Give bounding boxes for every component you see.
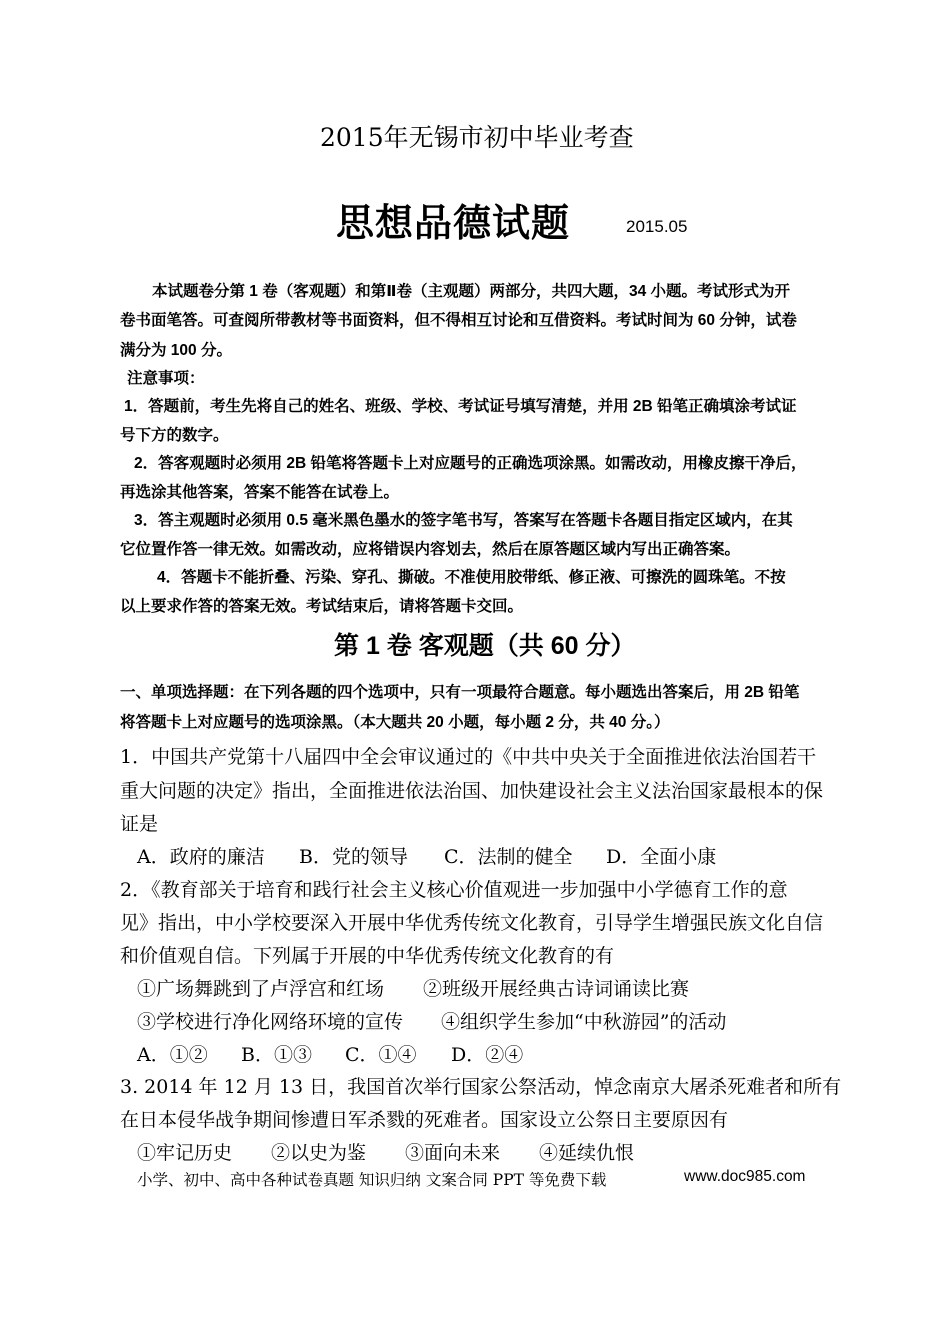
note-line: 再选涂其他答案，答案不能答在试卷上。: [120, 484, 400, 501]
question-line: 在日本侵华战争期间惨遭日军杀戮的死难者。国家设立公祭日主要原因有: [120, 1109, 729, 1131]
question-line: 1．中国共产党第十八届四中全会审议通过的《中共中央关于全面推进依法治国若干: [120, 746, 817, 768]
statement-item: ③学校进行净化网络环境的宣传: [137, 1011, 404, 1033]
note-line: 以上要求作答的答案无效。考试结束后，请将答题卡交回。: [120, 598, 524, 615]
exam-date: 2015.05: [626, 217, 688, 236]
note-line: 2．答客观题时必须用 2B 铅笔将答题卡上对应题号的正确选项涂黑。如需改动，用橡皮擦干净后，: [134, 455, 807, 472]
intro-line: 满分为 100 分。: [120, 342, 232, 359]
question-line: 3. 2014 年 12 月 13 日，我国首次举行国家公祭活动，悼念南京大屠杀死难者和所有: [120, 1076, 842, 1098]
option-c: C．①④: [345, 1044, 417, 1066]
intro-line: 卷书面笔答。可查阅所带教材等书面资料，但不得相互讨论和互借资料。考试时间为 60 分钟，试卷: [120, 312, 797, 329]
section-title: 第 1 卷 客观题（共 60 分）: [334, 632, 636, 660]
option-c: C．法制的健全: [444, 846, 573, 868]
statement-item: ③面向未来: [405, 1142, 501, 1164]
option-d: D．全面小康: [606, 846, 717, 868]
option-b: B．党的领导: [299, 846, 408, 868]
question-line: 证是: [120, 813, 159, 835]
statement-item: ④组织学生参加“中秋游园”的活动: [441, 1011, 727, 1033]
statement-item: ②以史为鉴: [271, 1142, 367, 1164]
intro-line: 本试题卷分第 1 卷（客观题）和第Ⅱ卷（主观题）两部分，共四大题，34 小题。考试形式为开: [152, 283, 790, 300]
note-line: 号下方的数字。: [120, 427, 229, 444]
question-line: 和价值观自信。下列属于开展的中华优秀传统文化教育的有: [120, 945, 615, 967]
section-instruction: 将答题卡上对应题号的选项涂黑。（本大题共 20 小题，每小题 2 分，共 40 分。）: [120, 714, 670, 731]
notes-heading: 注意事项：: [127, 370, 205, 387]
footer-text: 小学、初中、高中各种试卷真题 知识归纳 文案合同 PPT 等免费下载: [137, 1171, 607, 1189]
statement-item: ④延续仇恨: [539, 1142, 635, 1164]
option-b: B．①③: [241, 1044, 312, 1066]
statement-item: ②班级开展经典古诗词诵读比赛: [423, 978, 690, 1000]
question-line: 见》指出，中小学校要深入开展中华优秀传统文化教育，引导学生增强民族文化自信: [120, 912, 824, 934]
subject-title: 思想品德试题: [336, 200, 571, 245]
section-instruction: 一、单项选择题：在下列各题的四个选项中，只有一项最符合题意。每小题选出答案后，用 2B 铅笔: [120, 684, 800, 701]
statement-item: ①广场舞跳到了卢浮宫和红场: [137, 978, 385, 1000]
option-d: D．②④: [451, 1044, 524, 1066]
option-a: A．政府的廉洁: [137, 846, 265, 868]
note-line: 它位置作答一律无效。如需改动，应将错误内容划去，然后在原答题区域内写出正确答案。: [120, 541, 741, 558]
note-line: 1．答题前，考生先将自己的姓名、班级、学校、考试证号填写清楚，并用 2B 铅笔正确填涂考试证: [124, 398, 797, 415]
option-a: A．①②: [137, 1044, 208, 1066]
note-line: 3．答主观题时必须用 0.5 毫米黑色墨水的签字笔书写，答案写在答题卡各题目指定区域内，在其: [134, 512, 793, 529]
question-line: 2．《教育部关于培育和践行社会主义核心价值观进一步加强中小学德育工作的意: [120, 879, 788, 901]
statement-item: ①牢记历史: [137, 1142, 233, 1164]
note-line: 4．答题卡不能折叠、污染、穿孔、撕破。不准使用胶带纸、修正液、可擦洗的圆珠笔。不按: [157, 569, 786, 586]
footer-link[interactable]: www.doc985.com: [684, 1168, 806, 1185]
question-line: 重大问题的决定》指出，全面推进依法治国、加快建设社会主义法治国家最根本的保: [120, 780, 824, 802]
exam-title: 2015年无锡市初中毕业考查: [320, 123, 634, 152]
